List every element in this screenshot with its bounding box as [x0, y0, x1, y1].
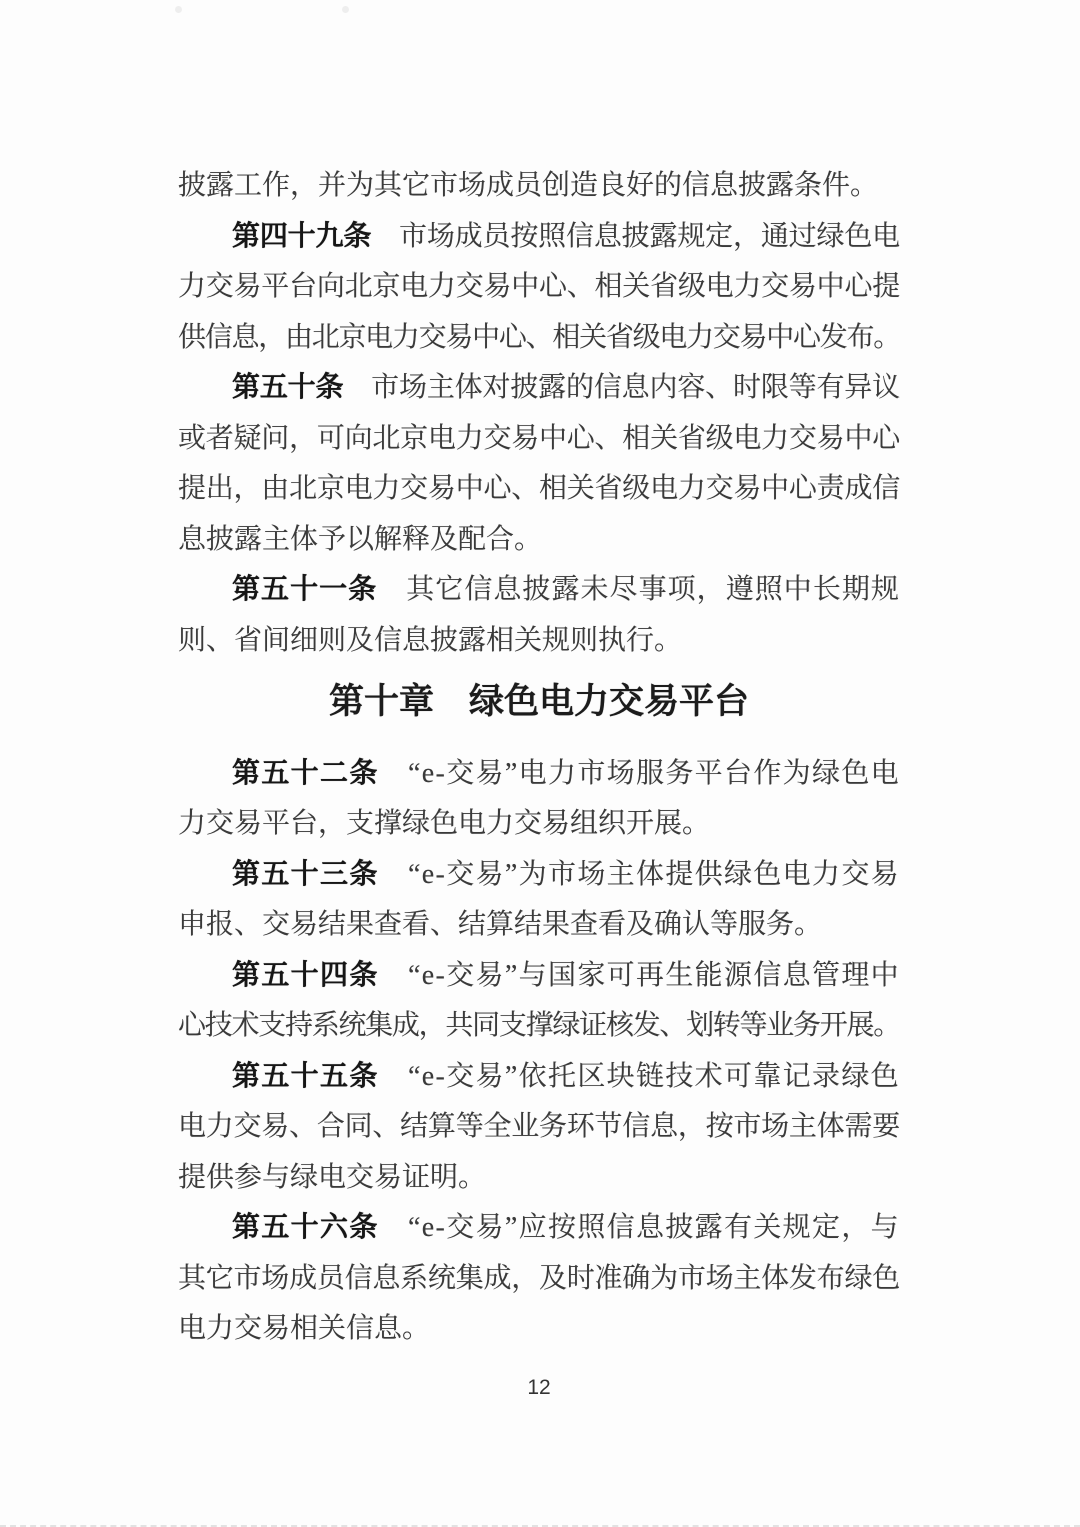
- article-number: 第四十九条: [232, 220, 372, 252]
- line-text: 市场主体对披露的信息内容、时限等有异议: [371, 372, 900, 403]
- document-content: [178, 161, 900, 1403]
- line-text: 或者疑问，可向北京电力交易中心、相关省级电力交易中心: [178, 422, 900, 454]
- line-text: “e-交易”应按照信息披露有关规定，与: [408, 1212, 900, 1243]
- line-text: “e-交易”为市场主体提供绿色电力交易: [408, 858, 900, 890]
- text-line: [232, 1203, 900, 1254]
- chapter-heading: 第十章 绿色电力交易平台: [328, 682, 749, 721]
- article-number: 第五十条: [232, 372, 344, 403]
- text-line: [178, 1153, 900, 1204]
- text-line: [178, 1304, 900, 1355]
- text-line: [178, 313, 900, 364]
- line-text: 力交易平台，支撑绿色电力交易组织开展。: [178, 808, 711, 839]
- line-text: 披露工作，并为其它市场成员创造良好的信息披露条件。: [178, 170, 879, 201]
- line-text: “e-交易”与国家可再生能源信息管理中: [408, 959, 900, 991]
- text-line: [178, 1102, 900, 1153]
- line-text: 电力交易、合同、结算等全业务环节信息，按市场主体需要: [178, 1111, 900, 1142]
- scan-speck: [342, 6, 349, 13]
- text-line: [178, 1001, 900, 1052]
- text-line: [232, 951, 900, 1002]
- text-line: [178, 414, 900, 465]
- article-number: 第五十一条: [232, 574, 378, 605]
- text-line: [178, 262, 900, 313]
- text-line: [232, 1052, 900, 1103]
- text-line: [178, 616, 900, 667]
- article-number: 第五十四条: [232, 959, 379, 991]
- line-text: 电力交易相关信息。: [178, 1313, 431, 1344]
- text-line: [178, 1254, 900, 1305]
- text-line: [232, 565, 900, 616]
- line-text: 其它信息披露未尽事项，遵照中长期规: [406, 574, 900, 605]
- line-text: 则、省间细则及信息披露相关规则执行。: [178, 624, 683, 656]
- text-line: [178, 900, 900, 951]
- text-line: [232, 749, 900, 800]
- article-number: 第五十五条: [232, 1060, 379, 1092]
- line-text: 提供参与绿电交易证明。: [178, 1161, 487, 1193]
- text-line: [178, 515, 900, 566]
- line-text: 供信息，由北京电力交易中心、相关省级电力交易中心发布。: [178, 321, 900, 353]
- line-text: 市场成员按照信息披露规定，通过绿色电: [399, 220, 900, 252]
- line-text: “e-交易”电力市场服务平台作为绿色电: [408, 757, 900, 789]
- line-text: 其它市场成员信息系统集成，及时准确为市场主体发布绿色: [178, 1262, 900, 1294]
- article-number: 第五十二条: [232, 757, 379, 789]
- text-line: [232, 212, 900, 263]
- scan-speck: [175, 6, 182, 13]
- article-number: 第五十三条: [232, 858, 379, 890]
- line-text: 提出，由北京电力交易中心、相关省级电力交易中心责成信: [178, 473, 900, 504]
- text-line: [232, 850, 900, 901]
- text-line: [232, 363, 900, 414]
- text-line: [178, 161, 900, 212]
- line-text: “e-交易”依托区块链技术可靠记录绿色: [408, 1060, 900, 1092]
- text-line: [178, 464, 900, 515]
- line-text: 息披露主体予以解释及配合。: [178, 523, 543, 555]
- page-number: 12: [527, 1375, 551, 1399]
- line-text: 心技术支持系统集成，共同支撑绿证核发、划转等业务开展。: [178, 1010, 900, 1041]
- article-number: 第五十六条: [232, 1212, 379, 1243]
- text-line: [178, 799, 900, 850]
- line-text: 申报、交易结果查看、结算结果查看及确认等服务。: [178, 909, 823, 940]
- line-text: 力交易平台向北京电力交易中心、相关省级电力交易中心提: [178, 271, 900, 302]
